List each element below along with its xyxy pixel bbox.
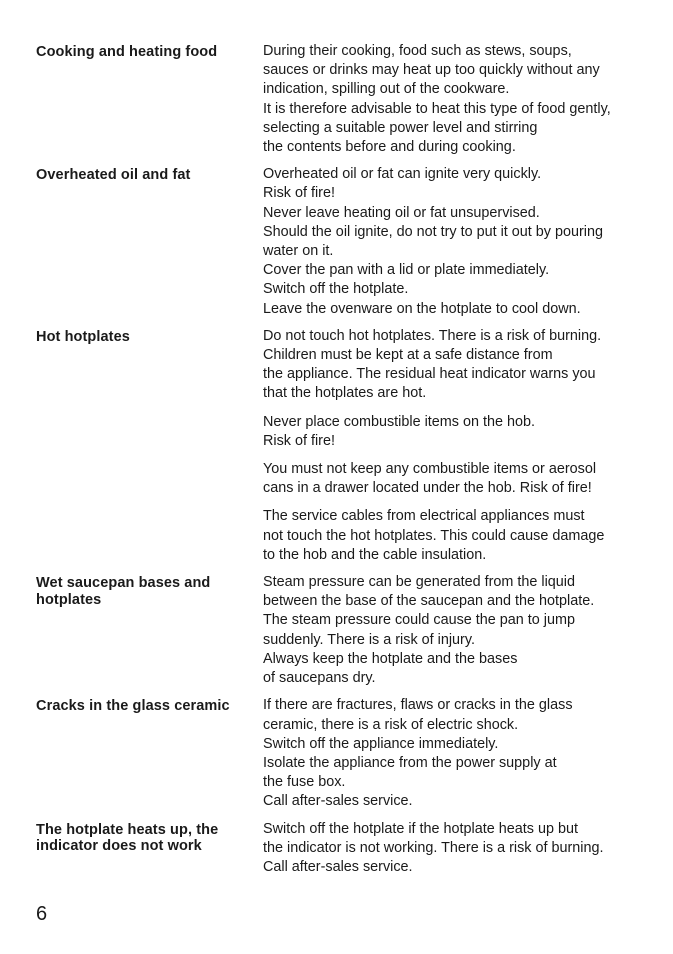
section-overheated-oil-fat: [36, 165, 641, 319]
paragraph: Never place combustible items on the hob. Risk of fire!: [263, 413, 535, 449]
paragraph: If there are fractures, flaws or cracks in the glass ceramic, there is a risk of electric shock. Switch off the appliance immediately. Isolate the appliance from the power supply at the fuse box. Call after-sales service.: [263, 697, 573, 810]
paragraph: You must not keep any combustible items or aerosol cans in a drawer located under the hob. Risk of fire!: [263, 461, 597, 497]
section-description: [263, 327, 641, 565]
paragraph: During their cooking, food such as stews, soups, sauces or drinks may heat up too quickly without any indication, spilling out of the cookware. It is therefore advisable to heat this type of food gently, selecting a suitable power level and stirring the contents before and during cooking.: [263, 43, 611, 156]
section-description: [263, 573, 641, 688]
section-term: The hotplate heats up, the indicator does not work: [36, 821, 219, 855]
section-term: Overheated oil and fat: [36, 167, 191, 184]
section-description: [263, 696, 641, 811]
section-term: Cooking and heating food: [36, 44, 218, 60]
paragraph: Overheated oil or fat can ignite very quickly. Risk of fire! Never leave heating oil or fat unsupervised. Should the oil ignite, do not try to put it out by pouring water on it. Cover the pan with a lid or plate immediately. Switch off the hotplate. Leave the ovenware on the hotplate to cool down.: [263, 166, 603, 317]
section-term: Cracks in the glass ceramic: [36, 698, 230, 715]
section-hot-hotplates: [36, 327, 641, 565]
safety-instructions: [36, 42, 641, 877]
section-description: [263, 820, 641, 878]
section-term: Hot hotplates: [36, 328, 130, 345]
section-description: [263, 42, 641, 157]
paragraph: Do not touch hot hotplates. There is a risk of burning. Children must be kept at a safe distance from the appliance. The residual heat indicator warns you that the hotplates are hot.: [263, 327, 602, 402]
section-description: [263, 165, 641, 319]
paragraph: The service cables from electrical appliances must not touch the hot hotplates. This could cause damage to the hob and the cable insulation.: [263, 508, 605, 563]
paragraph: Steam pressure can be generated from the liquid between the base of the saucepan and the hotplate. The steam pressure could cause the pan to jump suddenly. There is a risk of injury. Always keep the hotplate and the bases of saucepans dry.: [263, 574, 595, 687]
section-hotplate-indicator: [36, 820, 641, 878]
paragraph: Switch off the hotplate if the hotplate heats up but the indicator is not working. There is a risk of burning. Call after-sales service.: [263, 820, 604, 875]
section-cracks-glass-ceramic: [36, 696, 641, 811]
section-cooking-heating-food: [36, 42, 641, 157]
page-number: 6: [36, 903, 48, 925]
section-wet-saucepan-bases: [36, 573, 641, 688]
section-term: Wet saucepan bases and hotplates: [36, 575, 211, 608]
